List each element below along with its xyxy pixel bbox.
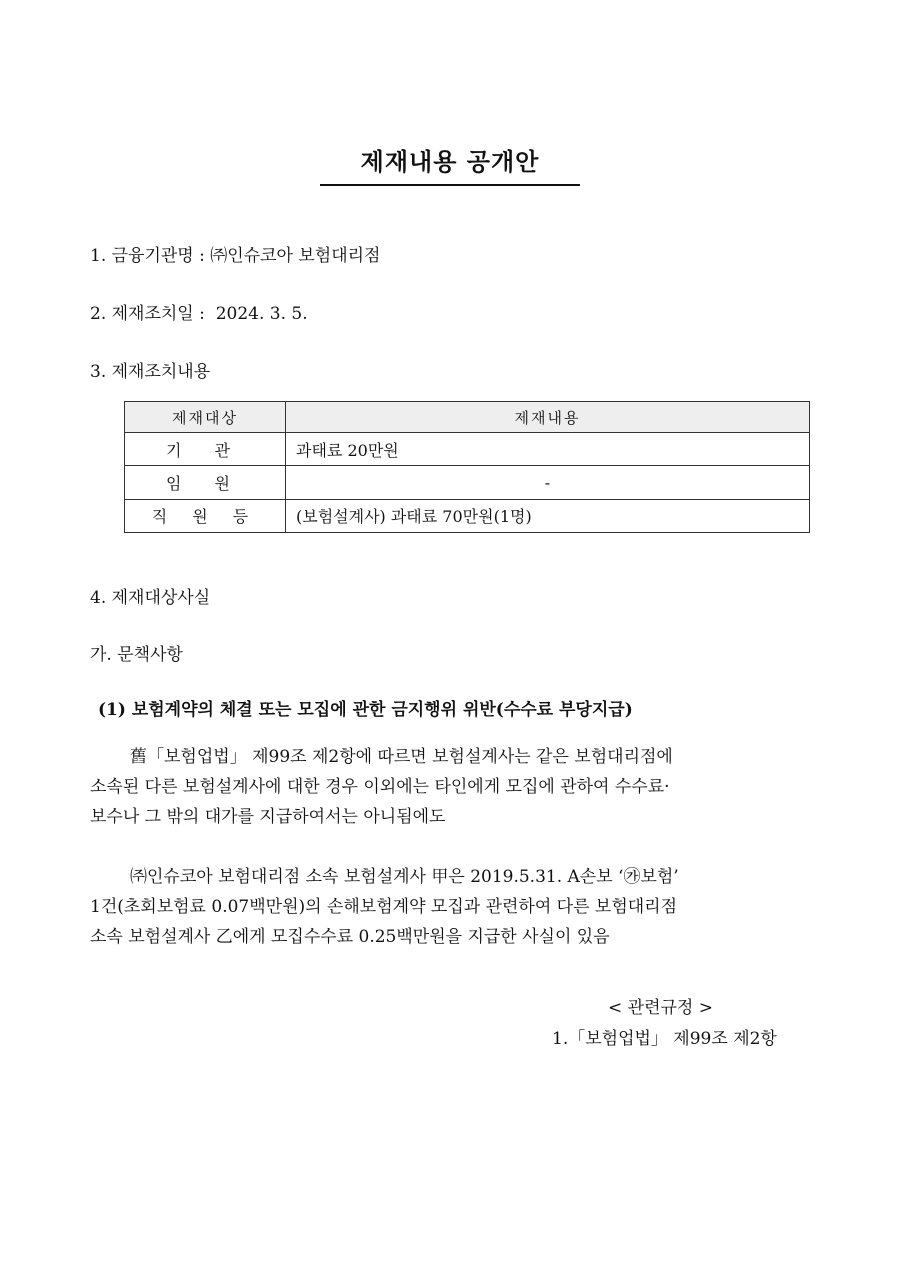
- paragraph-line: 소속 보험설계사 乙에게 모집수수료 0.25백만원을 지급한 사실이 있음: [90, 927, 610, 947]
- table-header-target: 제재대상: [125, 402, 286, 433]
- violation-heading: (1) 보험계약의 체결 또는 모집에 관한 금지행위 위반(수수료 부당지급): [98, 700, 633, 720]
- sanction-date-label: 2. 제재조치일 :: [90, 304, 205, 324]
- paragraph-line: 1건(초회보험료 0.07백만원)의 손해보험계약 모집과 관련하여 다른 보험대리점: [90, 897, 678, 917]
- table-cell-content: -: [286, 466, 810, 499]
- table-cell-content: 과태료 20만원: [286, 433, 810, 466]
- sanction-facts-heading: 4. 제재대상사실: [90, 588, 211, 608]
- table-cell-target: 직 원 등: [125, 499, 286, 532]
- paragraph-line: 舊「보험업법」 제99조 제2항에 따르면 보험설계사는 같은 보험대리점에: [130, 747, 673, 767]
- reprimand-heading: 가. 문책사항: [90, 645, 183, 665]
- institution-line: [90, 241, 380, 266]
- table-header-content: 제재내용: [286, 402, 810, 433]
- related-rules-heading: < 관련규정 >: [608, 998, 713, 1018]
- table-cell-target: 임 원: [125, 466, 286, 499]
- page-title: 제재내용 공개안: [320, 142, 580, 186]
- table-row: [125, 499, 810, 532]
- table-row: [125, 466, 810, 499]
- institution-name: ㈜인슈코아 보험대리점: [210, 246, 381, 266]
- table-cell-content: (보험설계사) 과태료 70만원(1명): [286, 499, 810, 532]
- paragraph-line: 보수나 그 밖의 대가를 지급하여서는 아니됨에도: [90, 807, 446, 827]
- institution-label: 1. 금융기관명 :: [90, 246, 205, 266]
- table-header-row: [125, 402, 810, 433]
- table-cell-target: 기 관: [125, 433, 286, 466]
- table-row: [125, 433, 810, 466]
- paragraph-line: 소속된 다른 보험설계사에 대한 경우 이외에는 타인에게 모집에 관하여 수수료·: [90, 777, 670, 797]
- paragraph-facts: [90, 862, 810, 952]
- paragraph-law-basis: [90, 742, 810, 832]
- sanction-table: [124, 401, 810, 533]
- sanction-date-value: 2024. 3. 5.: [215, 304, 308, 324]
- related-rules-item: 1.「보험업법」 제99조 제2항: [552, 1029, 777, 1049]
- paragraph-line: ㈜인슈코아 보험대리점 소속 보험설계사 甲은 2019.5.31. A손보 ‘㉮보험’: [130, 867, 679, 887]
- sanction-content-heading: 3. 제재조치내용: [90, 362, 211, 382]
- sanction-date-line: [90, 299, 308, 324]
